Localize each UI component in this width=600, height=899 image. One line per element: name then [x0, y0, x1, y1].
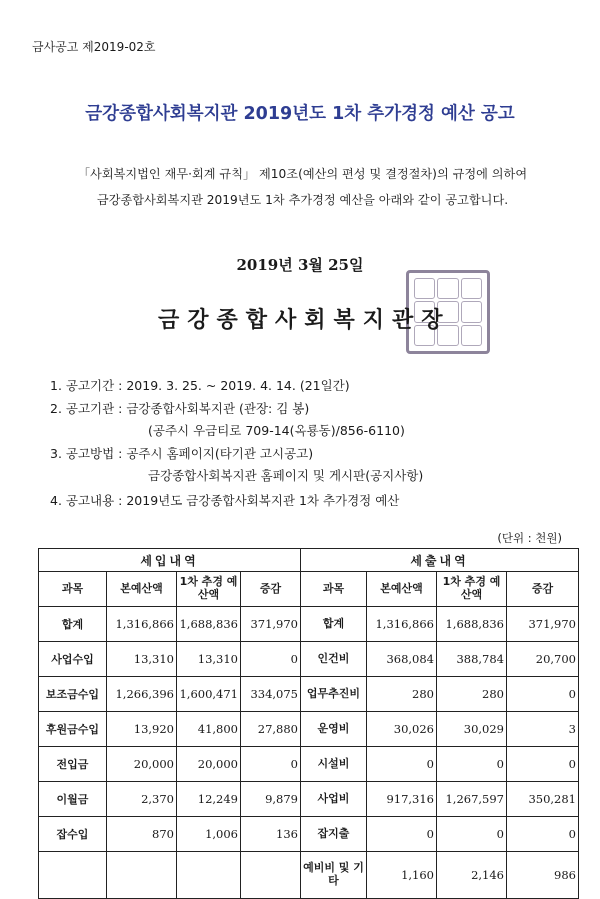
col-original: 본예산액 — [367, 572, 437, 607]
revenue-original — [107, 852, 177, 899]
unit-label: (단위 : 천원) — [497, 531, 562, 545]
expense-supplementary: 30,029 — [437, 712, 507, 747]
expense-category: 업무추진비 — [301, 677, 367, 712]
revenue-supplementary: 20,000 — [177, 747, 241, 782]
col-change: 증감 — [241, 572, 301, 607]
item-agency: 2. 공고기관 : 금강종합사회복지관 (관장: 김 봉) — [50, 401, 310, 416]
expense-original: 0 — [367, 817, 437, 852]
expense-supplementary: 0 — [437, 747, 507, 782]
expense-original: 1,160 — [367, 852, 437, 899]
expense-original: 1,316,866 — [367, 607, 437, 642]
revenue-change: 27,880 — [241, 712, 301, 747]
col-original: 본예산액 — [107, 572, 177, 607]
table-row — [39, 712, 579, 747]
col-category: 과목 — [39, 572, 107, 607]
expense-change: 20,700 — [507, 642, 579, 677]
revenue-supplementary — [177, 852, 241, 899]
revenue-change — [241, 852, 301, 899]
revenue-original: 20,000 — [107, 747, 177, 782]
table-row — [39, 782, 579, 817]
expense-category: 인건비 — [301, 642, 367, 677]
revenue-category — [39, 852, 107, 899]
expense-category: 예비비 및 기타 — [301, 852, 367, 899]
revenue-change: 371,970 — [241, 607, 301, 642]
expense-change: 371,970 — [507, 607, 579, 642]
revenue-header: 세입내역 — [39, 549, 301, 572]
expense-supplementary: 0 — [437, 817, 507, 852]
revenue-original: 1,266,396 — [107, 677, 177, 712]
item-content: 4. 공고내용 : 2019년도 금강종합사회복지관 1차 추가경정 예산 — [50, 493, 400, 508]
expense-original: 917,316 — [367, 782, 437, 817]
expense-original: 368,084 — [367, 642, 437, 677]
col-change: 증감 — [507, 572, 579, 607]
revenue-supplementary: 41,800 — [177, 712, 241, 747]
expense-supplementary: 388,784 — [437, 642, 507, 677]
budget-table — [38, 548, 579, 899]
revenue-original: 870 — [107, 817, 177, 852]
expense-category: 합계 — [301, 607, 367, 642]
revenue-supplementary: 1,006 — [177, 817, 241, 852]
revenue-supplementary: 12,249 — [177, 782, 241, 817]
table-row — [39, 607, 579, 642]
revenue-original: 13,920 — [107, 712, 177, 747]
revenue-supplementary: 1,688,836 — [177, 607, 241, 642]
expense-supplementary: 1,688,836 — [437, 607, 507, 642]
revenue-category: 보조금수입 — [39, 677, 107, 712]
col-category: 과목 — [301, 572, 367, 607]
revenue-original: 13,310 — [107, 642, 177, 677]
col-supplementary: 1차 추경 예산액 — [177, 572, 241, 607]
table-row — [39, 642, 579, 677]
table-row — [39, 677, 579, 712]
revenue-supplementary: 1,600,471 — [177, 677, 241, 712]
revenue-change: 0 — [241, 642, 301, 677]
expense-supplementary: 1,267,597 — [437, 782, 507, 817]
revenue-category: 이월금 — [39, 782, 107, 817]
notice-date: 2019년 3월 25일 — [236, 256, 364, 274]
revenue-change: 0 — [241, 747, 301, 782]
expense-supplementary: 2,146 — [437, 852, 507, 899]
col-supplementary: 1차 추경 예산액 — [437, 572, 507, 607]
item-method: 3. 공고방법 : 공주시 홈페이지(타기관 고시공고) — [50, 446, 314, 461]
document-number: 금사공고 제2019-02호 — [32, 40, 156, 54]
expense-change: 0 — [507, 747, 579, 782]
revenue-original: 1,316,866 — [107, 607, 177, 642]
expense-header: 세출내역 — [301, 549, 579, 572]
issuer-name: 금강종합사회복지관장 — [158, 307, 451, 333]
page-title: 금강종합사회복지관 2019년도 1차 추가경정 예산 공고 — [85, 104, 515, 124]
expense-original: 280 — [367, 677, 437, 712]
revenue-supplementary: 13,310 — [177, 642, 241, 677]
intro-line-2: 금강종합사회복지관 2019년도 1차 추가경정 예산을 아래와 같이 공고합니다. — [96, 193, 509, 207]
table-row — [39, 817, 579, 852]
revenue-category: 후원금수입 — [39, 712, 107, 747]
item-period: 1. 공고기간 : 2019. 3. 25. ~ 2019. 4. 14. (21일간) — [50, 378, 350, 393]
revenue-change: 136 — [241, 817, 301, 852]
expense-category: 사업비 — [301, 782, 367, 817]
expense-change: 0 — [507, 677, 579, 712]
revenue-category: 잡수입 — [39, 817, 107, 852]
revenue-change: 334,075 — [241, 677, 301, 712]
table-row — [39, 747, 579, 782]
expense-category: 시설비 — [301, 747, 367, 782]
revenue-category: 사업수입 — [39, 642, 107, 677]
intro-line-1: 「사회복지법인 재무·회계 규칙」 제10조(예산의 편성 및 결정절차)의 규정에 의하여 — [77, 167, 528, 181]
item-agency-address: (공주시 우금티로 709-14(옥룡동)/856-6110) — [148, 423, 405, 438]
table-row — [39, 852, 579, 899]
expense-original: 0 — [367, 747, 437, 782]
expense-category: 운영비 — [301, 712, 367, 747]
revenue-change: 9,879 — [241, 782, 301, 817]
expense-change: 350,281 — [507, 782, 579, 817]
expense-change: 3 — [507, 712, 579, 747]
revenue-category: 전입금 — [39, 747, 107, 782]
revenue-original: 2,370 — [107, 782, 177, 817]
expense-category: 잡지출 — [301, 817, 367, 852]
expense-supplementary: 280 — [437, 677, 507, 712]
expense-original: 30,026 — [367, 712, 437, 747]
expense-change: 986 — [507, 852, 579, 899]
item-method-detail: 금강종합사회복지관 홈페이지 및 게시판(공지사항) — [148, 468, 424, 483]
revenue-category: 합계 — [39, 607, 107, 642]
expense-change: 0 — [507, 817, 579, 852]
